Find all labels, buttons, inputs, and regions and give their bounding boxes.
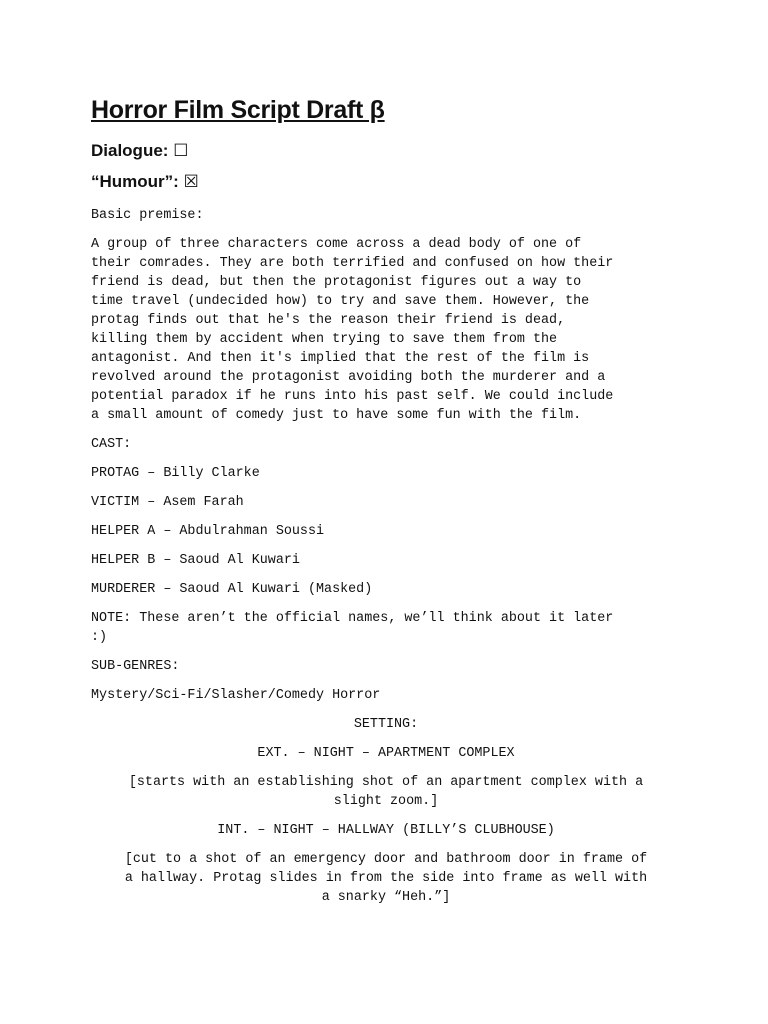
scene-heading: INT. – NIGHT – HALLWAY (BILLY’S CLUBHOUSE) (217, 823, 555, 838)
scene-action: [cut to a shot of an emergency door and bathroom door in frame of a hallway. Protag slides in from the side into frame as well with a snarky “Heh.”] (124, 852, 648, 905)
premise-text: A group of three characters come across a dead body of one of their comrades. They are both terrified and confused on how their friend is dead, but then the protagonist figures out a way to time travel (undecided how) to try and save them. However, the protag finds out that he's the reason their friend is dead, killing them by accident when trying to save them from the antagonist. And then it's implied that the rest of the film is revolved around the protagonist avoiding both the murderer and a potential paradox if he runs into his past self. We could include a small amount of comedy just to have some fun with the film. (91, 237, 614, 423)
document-page (91, 96, 681, 917)
humour-heading (91, 172, 681, 192)
cast-label: CAST: (91, 437, 132, 452)
cast-item: PROTAG – Billy Clarke (91, 466, 260, 481)
note-text: NOTE: These aren’t the official names, we’ll think about it later :) (91, 611, 614, 645)
cast-item: HELPER B – Saoud Al Kuwari (91, 553, 300, 568)
subgenres-label: SUB-GENRES: (91, 659, 180, 674)
scene-heading: EXT. – NIGHT – APARTMENT COMPLEX (257, 746, 515, 761)
setting-label: SETTING: (353, 717, 419, 732)
cast-item: MURDERER – Saoud Al Kuwari (Masked) (91, 582, 373, 597)
scene-action: [starts with an establishing shot of an apartment complex with a slight zoom.] (128, 775, 644, 809)
premise-label: Basic premise: (91, 208, 204, 223)
subgenres-text: Mystery/Sci-Fi/Slasher/Comedy Horror (91, 688, 381, 703)
cast-item: HELPER A – Abdulrahman Soussi (91, 524, 325, 539)
dialogue-heading (91, 141, 681, 161)
humour-checkbox-crossed-icon: ☒ (183, 172, 199, 192)
humour-label: “Humour”: (91, 172, 179, 191)
cast-item: VICTIM – Asem Farah (91, 495, 244, 510)
dialogue-checkbox-empty-icon: ☐ (173, 141, 189, 161)
document-title: Horror Film Script Draft β (91, 96, 385, 124)
dialogue-label: Dialogue: (91, 141, 169, 160)
